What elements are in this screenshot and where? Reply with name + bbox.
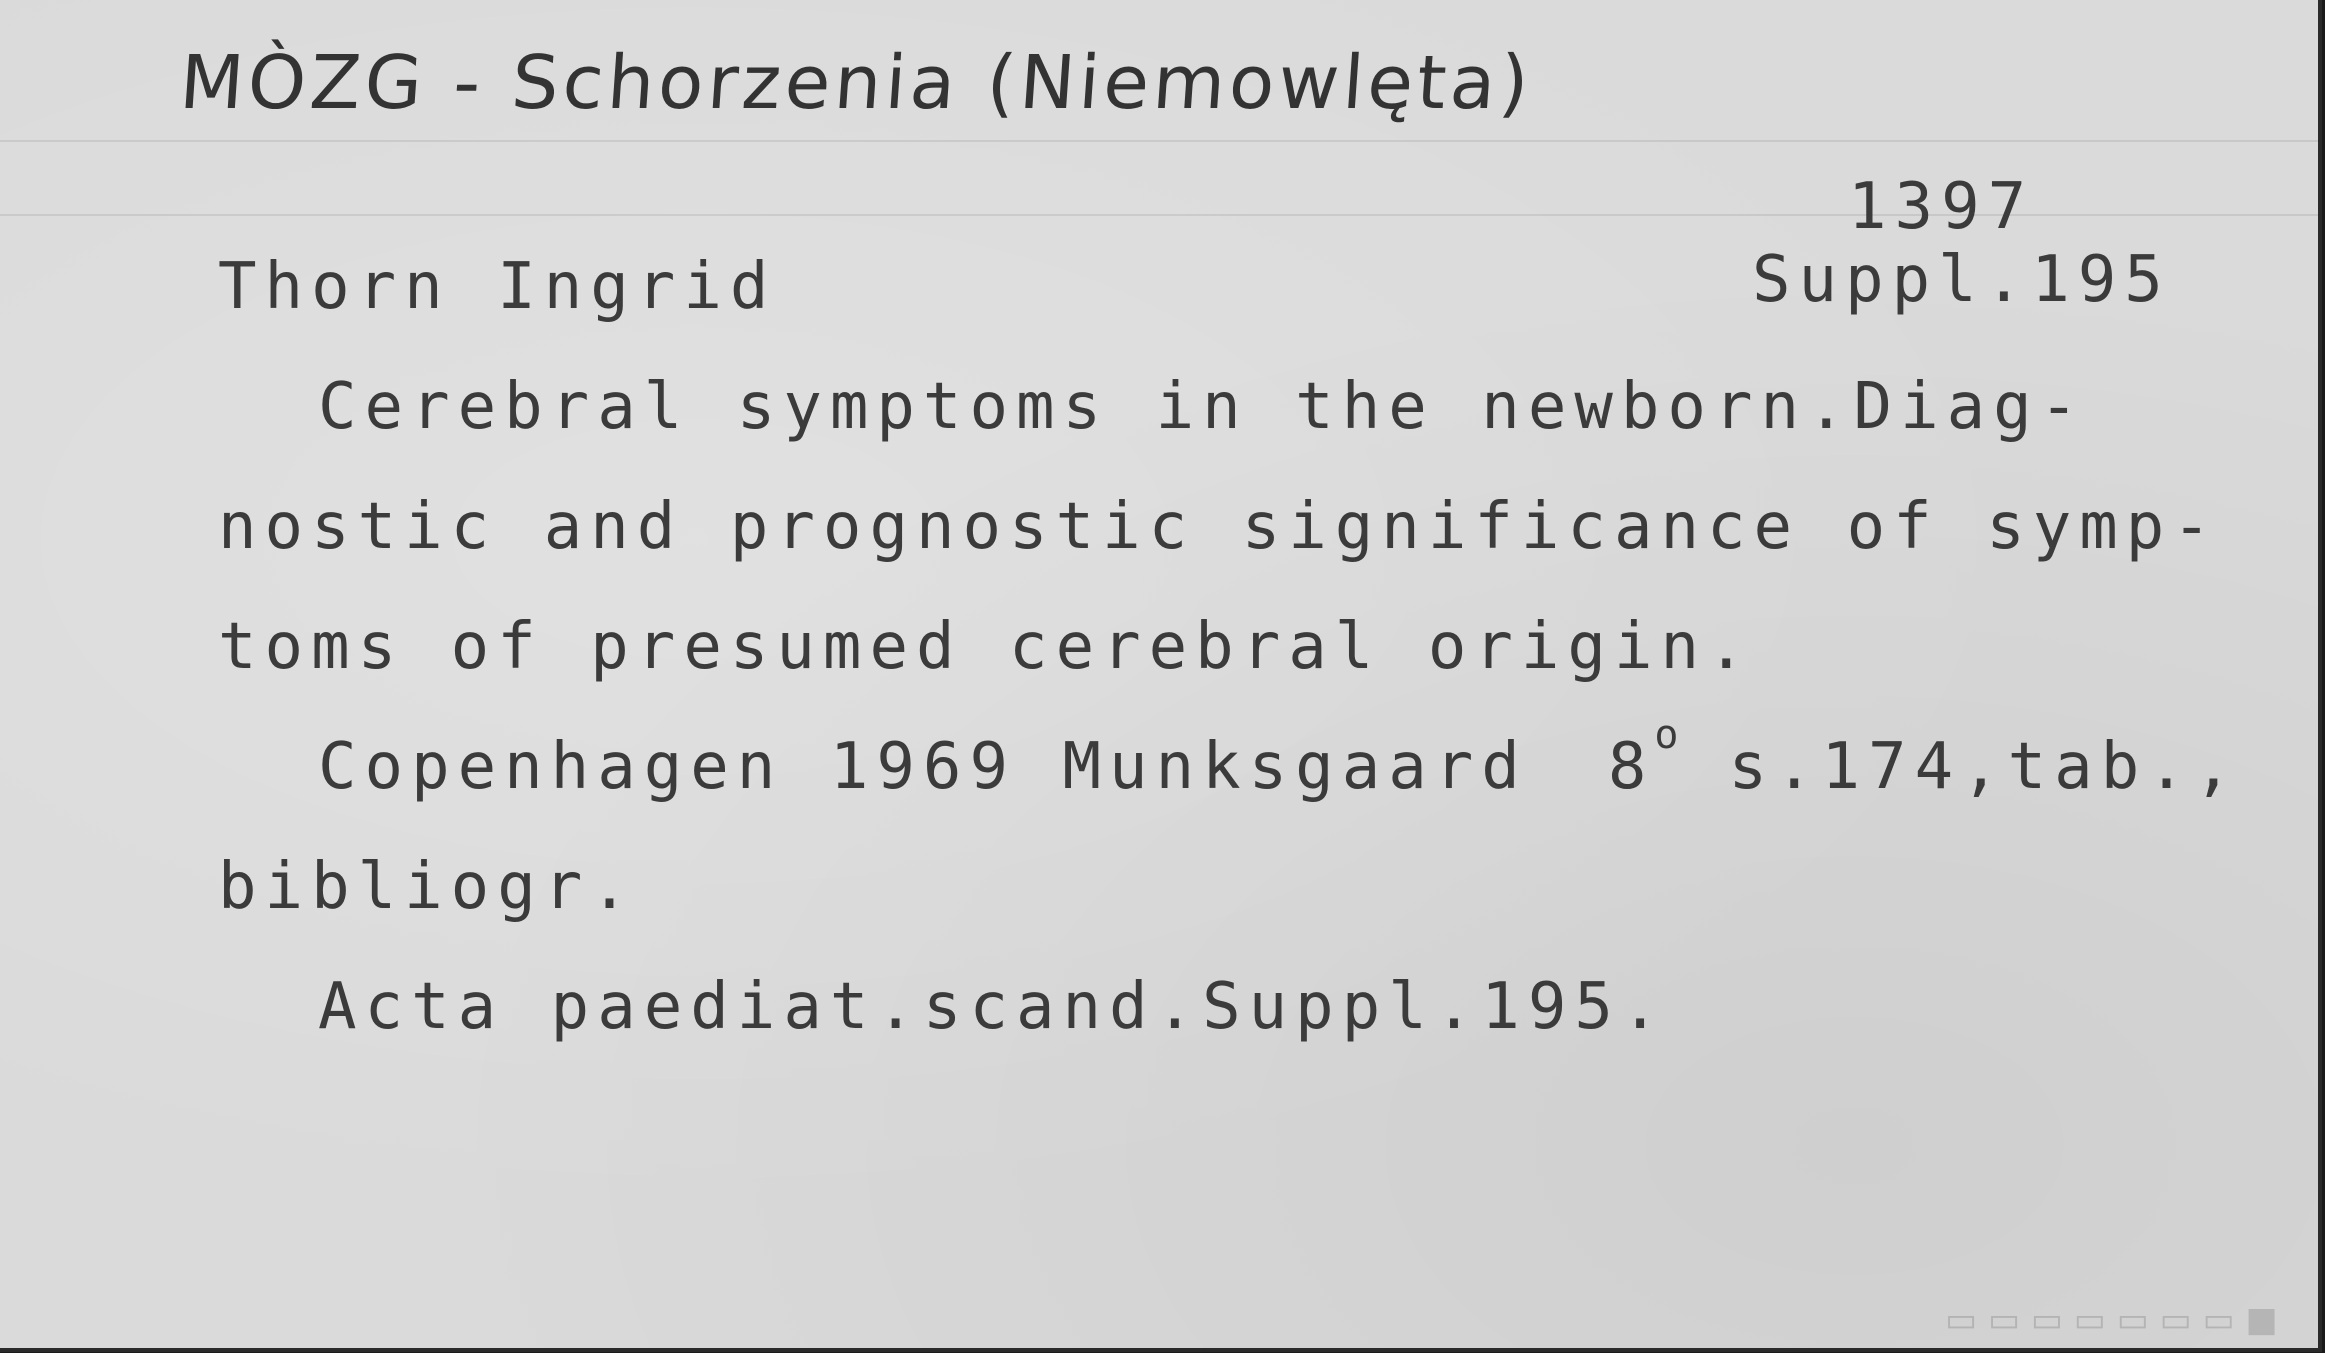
- subject-heading: MÒZG - Schorzenia (Niemowlęta): [176, 40, 1536, 126]
- imprint-place-year-publisher: Copenhagen 1969 Munksgaard: [318, 730, 1528, 804]
- imprint-line: [318, 712, 2241, 804]
- imprint-continuation: bibliogr.: [218, 850, 637, 924]
- imprint-format-superscript: o: [1654, 712, 1679, 758]
- title-line: nostic and prognostic significance of symp-: [218, 490, 2219, 564]
- show-through-stamp: ■ ▭ ▭ ▭ ▭ ▭ ▭ ▭: [1945, 1300, 2278, 1340]
- author-name: Thorn Ingrid: [218, 250, 777, 324]
- title-line: Cerebral symptoms in the newborn.Diag-: [318, 370, 2087, 444]
- series-note: Acta paediat.scand.Suppl.195.: [318, 970, 1668, 1044]
- imprint-format: 8: [1607, 730, 1655, 804]
- imprint-pages: s.174,tab.,: [1728, 730, 2241, 804]
- call-number: 1397: [1848, 170, 2035, 244]
- series-reference: Suppl.195: [1752, 243, 2171, 317]
- title-line: toms of presumed cerebral origin.: [218, 610, 1754, 684]
- card-rule: [0, 140, 2318, 142]
